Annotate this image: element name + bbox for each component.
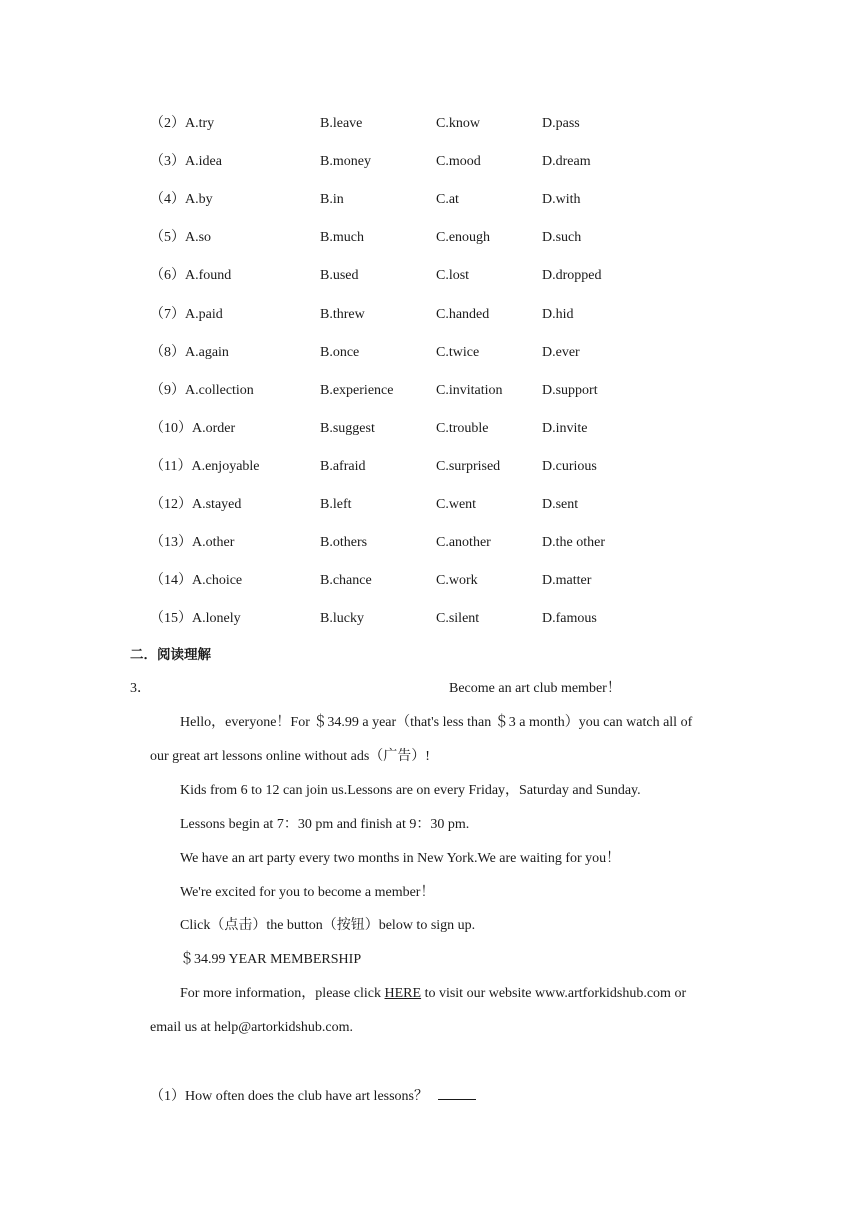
option-a-text: A.enjoyable — [191, 458, 260, 474]
question-1 — [150, 1085, 476, 1107]
option-b: B.experience — [320, 382, 394, 398]
passage-title: Become an art club member！ — [449, 681, 621, 696]
option-row — [150, 114, 750, 134]
option-row — [150, 190, 750, 210]
option-row — [150, 266, 750, 286]
option-b: B.once — [320, 344, 360, 360]
option-row — [150, 571, 750, 591]
option-c: C.trouble — [436, 420, 489, 436]
paragraph-8-line-1 — [180, 984, 686, 1004]
option-a — [150, 114, 214, 134]
option-c: C.went — [436, 497, 477, 512]
paragraph-5: We're excited for you to become a member！ — [180, 885, 435, 900]
option-number: （5） — [150, 230, 185, 246]
info-text-after: to visit our website www.artforkidshub.com or — [421, 986, 687, 1001]
option-number: （4） — [150, 192, 185, 208]
option-d: D.such — [542, 230, 582, 246]
info-text-before: For more information，please click — [180, 986, 385, 1001]
option-number: （15） — [150, 611, 192, 627]
option-a — [150, 152, 222, 172]
option-a-text: A.so — [185, 230, 212, 246]
option-c: C.mood — [436, 154, 481, 170]
paragraph-4: We have an art party every two months in New York.We are waiting for you！ — [180, 851, 621, 866]
option-c: C.twice — [436, 344, 480, 360]
option-a-text: A.other — [192, 535, 235, 551]
option-a-text: A.order — [192, 420, 236, 436]
option-c: C.know — [436, 116, 480, 131]
option-d: D.famous — [542, 611, 597, 627]
question-1-text: （1）How often does the club have art lessons？ — [150, 1089, 428, 1104]
option-a — [150, 571, 242, 591]
option-a-text: A.found — [185, 268, 232, 284]
option-b: B.threw — [320, 306, 365, 322]
option-number: （8） — [150, 344, 185, 360]
option-b: B.left — [320, 497, 352, 512]
option-a-text: A.collection — [185, 382, 254, 398]
option-number: （12） — [150, 497, 192, 512]
option-a-text: A.try — [185, 116, 215, 131]
option-number: （9） — [150, 382, 185, 398]
paragraph-2: Kids from 6 to 12 can join us.Lessons are on every Friday，Saturday and Sunday. — [180, 783, 641, 798]
option-row — [150, 152, 750, 172]
option-a-text: A.by — [185, 192, 213, 208]
option-a — [150, 495, 241, 515]
option-c: C.lost — [436, 268, 470, 284]
option-number: （10） — [150, 420, 192, 436]
option-row — [150, 457, 750, 477]
paragraph-1-line-2: our great art lessons online without ads（广告）! — [150, 749, 430, 764]
option-a — [150, 533, 234, 553]
option-a-text: A.choice — [192, 573, 243, 589]
option-row — [150, 228, 750, 248]
option-d: D.matter — [542, 573, 592, 589]
option-row — [150, 609, 750, 629]
option-b: B.money — [320, 154, 371, 170]
option-b: B.suggest — [320, 420, 375, 436]
option-row — [150, 343, 750, 363]
option-number: （13） — [150, 535, 192, 551]
option-number: （6） — [150, 268, 185, 284]
option-b: B.in — [320, 192, 344, 208]
option-d: D.dropped — [542, 268, 602, 284]
paragraph-6: Click（点击）the button（按钮）below to sign up. — [180, 918, 476, 933]
option-a-text: A.idea — [185, 154, 222, 170]
option-a-text: A.paid — [185, 306, 223, 322]
option-d: D.curious — [542, 458, 597, 474]
option-row — [150, 419, 750, 439]
option-a — [150, 609, 241, 629]
option-row — [150, 305, 750, 325]
option-a — [150, 381, 254, 401]
option-a — [150, 343, 229, 363]
option-a — [150, 457, 260, 477]
option-c: C.another — [436, 535, 491, 551]
option-number: （3） — [150, 154, 185, 170]
option-d: D.hid — [542, 306, 574, 322]
option-d: D.ever — [542, 344, 580, 360]
paragraph-8-line-2: email us at help@artorkidshub.com. — [150, 1020, 354, 1035]
option-d: D.support — [542, 382, 598, 398]
option-a — [150, 266, 231, 286]
option-b: B.others — [320, 535, 368, 551]
option-a-text: A.lonely — [192, 611, 241, 627]
paragraph-3: Lessons begin at 7：30 pm and finish at 9：30 pm. — [180, 817, 470, 832]
option-b: B.much — [320, 230, 364, 246]
option-d: D.pass — [542, 116, 580, 131]
option-a — [150, 419, 235, 439]
option-row — [150, 495, 750, 515]
option-number: （11） — [150, 458, 192, 474]
option-b: B.afraid — [320, 458, 366, 474]
option-b: B.chance — [320, 573, 372, 589]
option-c: C.invitation — [436, 382, 503, 398]
option-b: B.lucky — [320, 611, 364, 627]
question-number: 3． — [130, 681, 151, 696]
option-row — [150, 533, 750, 553]
option-c: C.surprised — [436, 458, 501, 474]
paragraph-1-line-1: Hello，everyone！For ＄34.99 a year（that's less than ＄3 a month）you can watch all of — [180, 715, 693, 730]
option-c: C.at — [436, 192, 459, 208]
option-d: D.with — [542, 192, 581, 208]
option-d: D.dream — [542, 154, 591, 170]
option-d: D.invite — [542, 420, 588, 436]
here-link[interactable]: HERE — [384, 986, 422, 1001]
option-number: （7） — [150, 306, 185, 322]
option-a-text: A.again — [185, 344, 229, 360]
option-d: D.sent — [542, 497, 579, 512]
option-number: （14） — [150, 573, 192, 589]
option-row — [150, 381, 750, 401]
answer-blank[interactable] — [438, 1085, 476, 1100]
option-a — [150, 190, 213, 210]
option-c: C.handed — [436, 306, 490, 322]
option-a — [150, 305, 223, 325]
option-c: C.enough — [436, 230, 491, 246]
option-c: C.work — [436, 573, 478, 589]
option-a-text: A.stayed — [192, 497, 242, 512]
option-c: C.silent — [436, 611, 480, 627]
option-b: B.used — [320, 268, 359, 284]
option-b: B.leave — [320, 116, 363, 131]
option-a — [150, 228, 211, 248]
option-d: D.the other — [542, 535, 605, 551]
section-heading: 二．阅读理解 — [130, 647, 211, 663]
option-number: （2） — [150, 116, 185, 131]
membership-label: ＄34.99 YEAR MEMBERSHIP — [180, 952, 362, 967]
